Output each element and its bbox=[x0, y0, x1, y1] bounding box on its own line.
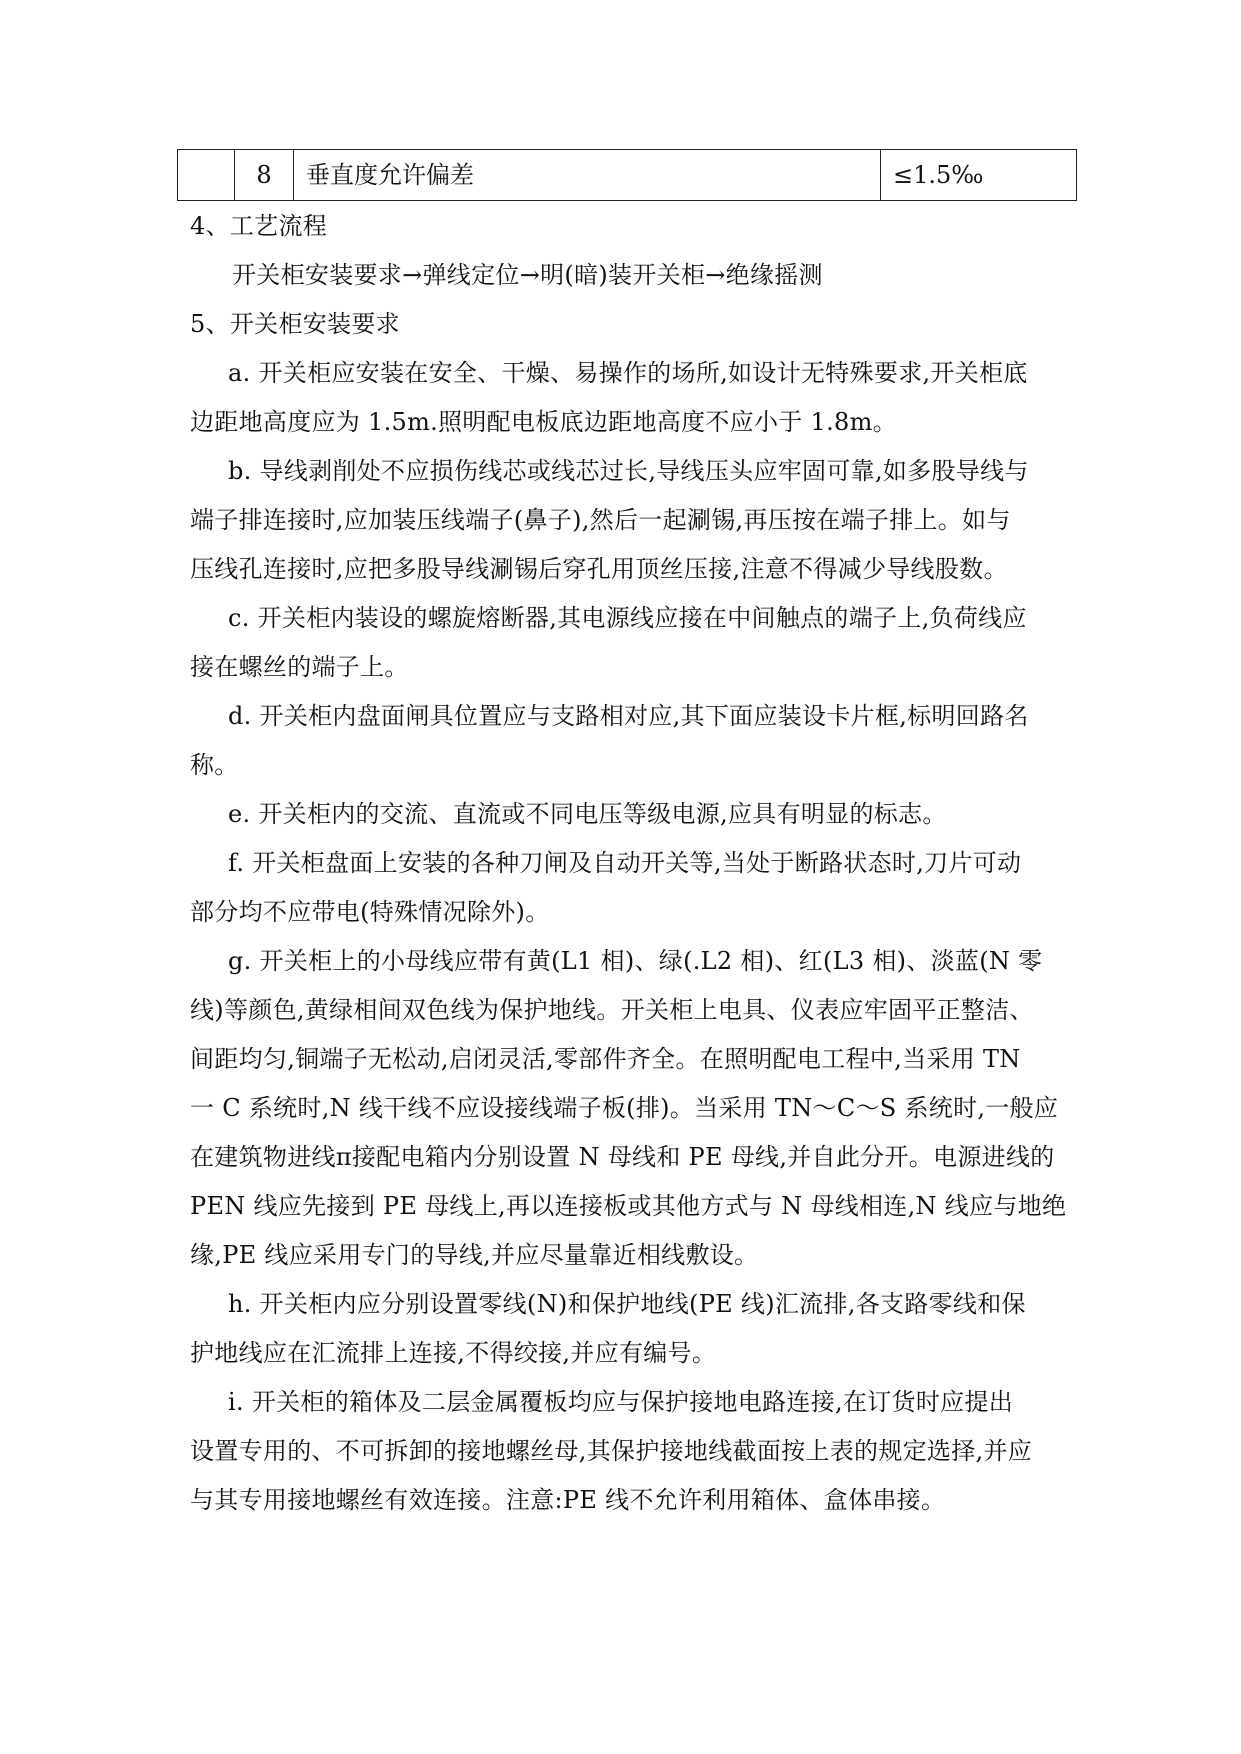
paragraph-line: 缘,PE 线应采用专门的导线,并应尽量靠近相线敷设。 bbox=[190, 1241, 759, 1269]
table-cell-number: 8 bbox=[235, 150, 294, 201]
paragraph-line: f. 开关柜盘面上安装的各种刀闸及自动开关等,当处于断路状态时,刀片可动 bbox=[228, 849, 1022, 877]
paragraph-line: 设置专用的、不可拆卸的接地螺丝母,其保护接地线截面按上表的规定选择,并应 bbox=[190, 1437, 1033, 1465]
paragraph-line: 与其专用接地螺丝有效连接。注意:PE 线不允许利用箱体、盒体串接。 bbox=[190, 1486, 946, 1514]
paragraph-line: 端子排连接时,应加装压线端子(鼻子),然后一起涮锡,再压按在端子排上。如与 bbox=[190, 506, 1011, 534]
paragraph-line: 压线孔连接时,应把多股导线涮锡后穿孔用顶丝压接,注意不得减少导线股数。 bbox=[190, 555, 1008, 583]
table-row bbox=[178, 150, 1077, 201]
paragraph-line: PEN 线应先接到 PE 母线上,再以连接板或其他方式与 N 母线相连,N 线应与地绝 bbox=[190, 1192, 1067, 1220]
paragraph-line: a. 开关柜应安装在安全、干燥、易操作的场所,如设计无特殊要求,开关柜底 bbox=[228, 359, 1028, 387]
paragraph-line: c. 开关柜内装设的螺旋熔断器,其电源线应接在中间触点的端子上,负荷线应 bbox=[228, 604, 1027, 632]
paragraph-line: h. 开关柜内应分别设置零线(N)和保护地线(PE 线)汇流排,各支路零线和保 bbox=[228, 1290, 1026, 1318]
paragraph-line: g. 开关柜上的小母线应带有黄(L1 相)、绿(.L2 相)、红(L3 相)、淡蓝(N 零 bbox=[228, 947, 1043, 975]
table-cell-item: 垂直度允许偏差 bbox=[294, 150, 881, 201]
paragraph-line: 接在螺丝的端子上。 bbox=[190, 653, 409, 681]
paragraph-line: e. 开关柜内的交流、直流或不同电压等级电源,应具有明显的标志。 bbox=[228, 800, 947, 828]
paragraph-line: 称。 bbox=[190, 751, 239, 779]
table-cell-value: ≤1.5‰ bbox=[881, 150, 1077, 201]
paragraph-line: 间距均匀,铜端子无松动,启闭灵活,零部件齐全。在照明配电工程中,当采用 TN bbox=[190, 1045, 1021, 1073]
spec-table bbox=[177, 149, 1077, 201]
paragraph-line: 在建筑物进线π接配电箱内分别设置 N 母线和 PE 母线,并自此分开。电源进线的 bbox=[190, 1143, 1055, 1171]
process-flow: 开关柜安装要求→弹线定位→明(暗)装开关柜→绝缘摇测 bbox=[232, 261, 823, 289]
section-heading-process: 4、工艺流程 bbox=[190, 212, 328, 240]
paragraph-line: i. 开关柜的箱体及二层金属覆板均应与保护接地电路连接,在订货时应提出 bbox=[228, 1388, 1014, 1416]
paragraph-line: 线)等颜色,黄绿相间双色线为保护地线。开关柜上电具、仪表应牢固平正整洁、 bbox=[190, 996, 1034, 1024]
paragraph-line: b. 导线剥削处不应损伤线芯或线芯过长,导线压头应牢固可靠,如多股导线与 bbox=[228, 457, 1029, 485]
paragraph-line: 一 C 系统时,N 线干线不应设接线端子板(排)。当采用 TN～C～S 系统时,一般应 bbox=[190, 1094, 1059, 1122]
table-cell-blank bbox=[178, 150, 235, 201]
paragraph-line: 部分均不应带电(特殊情况除外)。 bbox=[190, 898, 550, 926]
paragraph-line: 护地线应在汇流排上连接,不得绞接,并应有编号。 bbox=[190, 1339, 717, 1367]
paragraph-line: 边距地高度应为 1.5m.照明配电板底边距地高度不应小于 1.8m。 bbox=[190, 408, 897, 436]
section-heading-requirements: 5、开关柜安装要求 bbox=[190, 310, 400, 338]
paragraph-line: d. 开关柜内盘面闸具位置应与支路相对应,其下面应装设卡片框,标明回路名 bbox=[228, 702, 1029, 730]
